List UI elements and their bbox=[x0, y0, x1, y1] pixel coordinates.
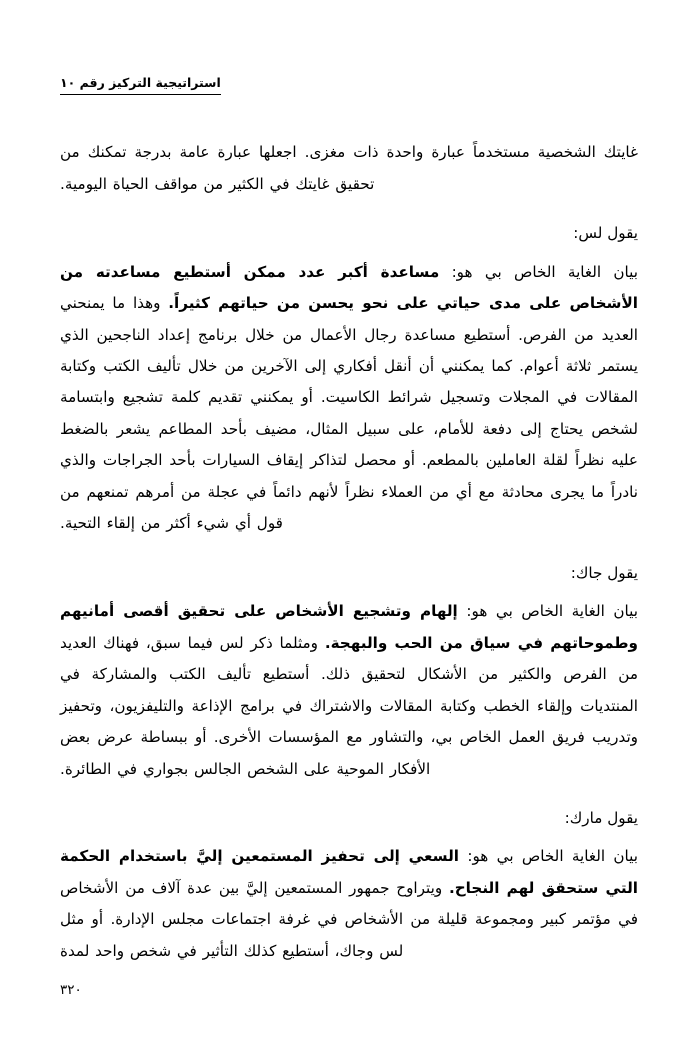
page-number: ٣٢٠ bbox=[60, 982, 82, 998]
lead-in-mark: بيان الغاية الخاص بي هو: bbox=[458, 847, 638, 866]
mission-paragraph-les bbox=[60, 257, 638, 540]
running-header bbox=[60, 72, 638, 99]
running-header-title: استراتيجية التركيز رقم ١٠ bbox=[60, 75, 221, 95]
lead-in-les: بيان الغاية الخاص بي هو: bbox=[439, 262, 638, 281]
speaker-label-mark: يقول مارك: bbox=[564, 809, 638, 828]
continuation-les: وهذا ما يمنحني العديد من الفرص. أستطيع مساعدة رجال الأعمال من خلال برنامج إعداد الناجحين الذي يستمر ثلاثة أعوام. كما يمكنني أن أنقل أفكاري إلى الآخرين من خلال تأليف الكتب وكتابة المقالات في المجلات وتسجيل شرائط الكاسيت. أو يمكنني تقديم كلمة تشجيع وابتسامة لشخص يحتاج إلى دفعة للأمام، على سبيل المثال، مضيف بأحد المطاعم يشعر بالضغط عليه نظراً لقلة العاملين بالمطعم. أو محصل لتذاكر إيقاف السيارات بأحد الجراجات والذي نادراً ما يجرى محادثة مع أي من العملاء نظراً لأنهم دائماً في عجلة من أمرهم تمنعهم من قول أي شيء أكثر من إلقاء التحية. bbox=[60, 294, 638, 533]
lead-in-jack: بيان الغاية الخاص بي هو: bbox=[457, 602, 638, 621]
speaker-label-les: يقول لس: bbox=[573, 224, 638, 243]
speaker-label-jack: يقول جاك: bbox=[570, 563, 638, 582]
continuation-jack: ومثلما ذكر لس فيما سبق، فهناك العديد من الفرص والكثير من الأشكال لتحقيق ذلك. أستطيع تأليف الكتب والمشاركة في المنتديات وإلقاء الخطب وكتابة المقالات والاشتراك في برامج الإذاعة والتليفزيون، وتحفيز وتدريب فريق العمل الخاص بي، والتشاور مع المؤسسات الأخرى. أو ببساطة عرض بعض الأفكار الموحية على الشخص الجالس بجواري في الطائرة. bbox=[60, 633, 638, 778]
continuation-mark: ويتراوح جمهور المستمعين إليَّ بين عدة آلاف من الأشخاص في مؤتمر كبير ومجموعة قليلة من الأشخاص في غرفة اجتماعات مجلس الإدارة. أو مثل لس وجاك، أستطيع كذلك التأثير في شخص واحد لمدة bbox=[60, 878, 638, 960]
mission-statement-les: مساعدة أكبر عدد ممكن أستطيع مساعدته من الأشخاص على مدى حياتي على نحو يحسن من حياتهم كثيراً. bbox=[60, 262, 638, 313]
mission-statement-jack: إلهام وتشجيع الأشخاص على تحقيق أقصى أمانيهم وطموحاتهم في سياق من الحب والبهجة. bbox=[60, 602, 638, 652]
intro-paragraph: غايتك الشخصية مستخدماً عبارة واحدة ذات مغزى. اجعلها عبارة عامة بدرجة تمكنك من تحقيق غايتك في الكثير من مواقف الحياة اليومية. bbox=[60, 143, 638, 193]
mission-statement-mark: السعي إلى تحفيز المستمعين إليَّ باستخدام الحكمة التي ستحقق لهم النجاح. bbox=[60, 847, 638, 897]
mission-paragraph-jack bbox=[60, 596, 638, 785]
mission-paragraph-mark bbox=[60, 841, 638, 967]
